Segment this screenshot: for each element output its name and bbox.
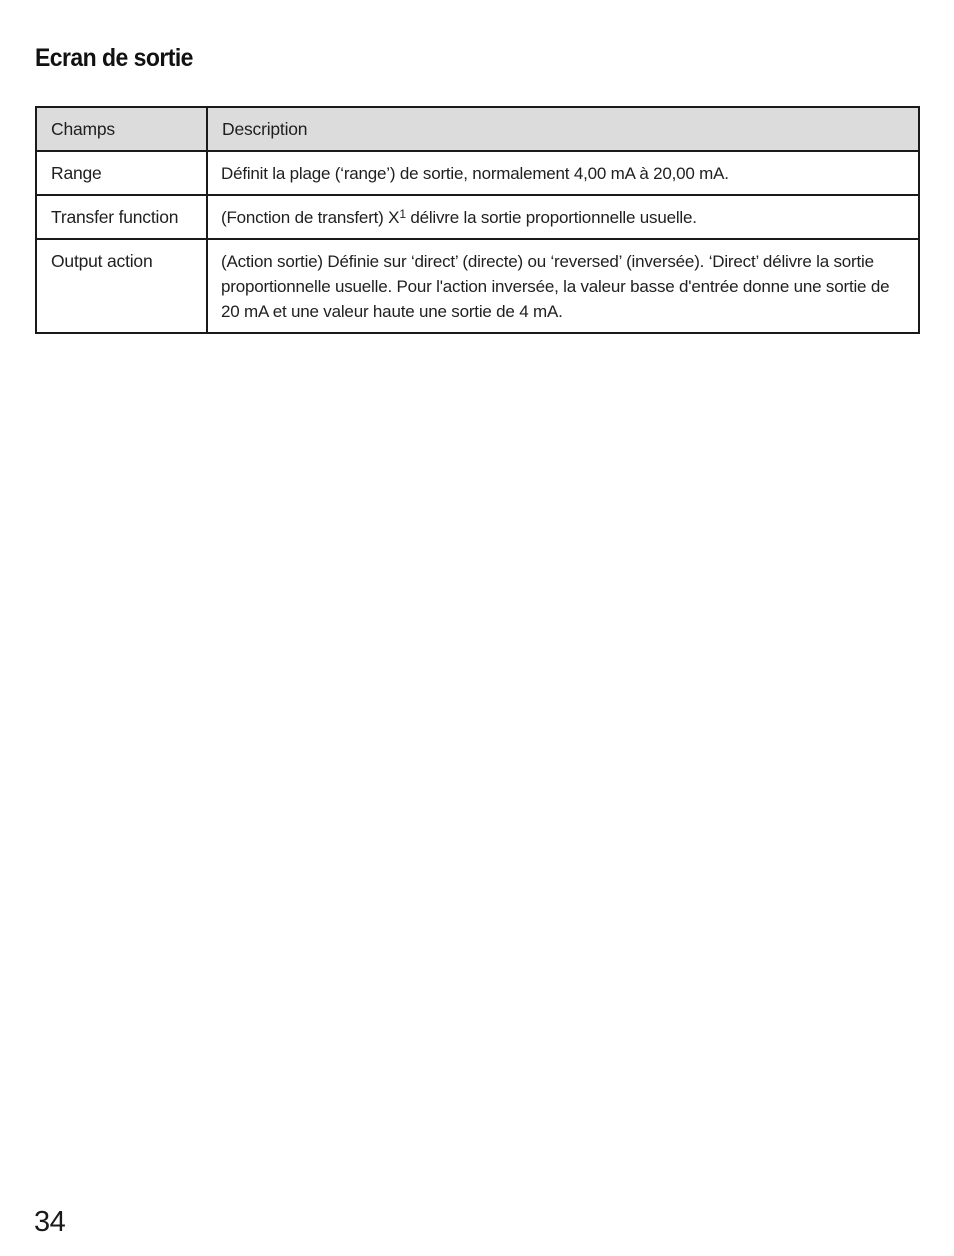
field-name-output-action: Output action [36, 239, 207, 333]
column-header-description: Description [207, 107, 919, 151]
table-row [36, 151, 919, 195]
page-title: Ecran de sortie [35, 44, 193, 72]
output-screen-table [35, 106, 920, 334]
field-description-range: Définit la plage (‘range’) de sortie, normalement 4,00 mA à 20,00 mA. [207, 151, 919, 195]
table-row [36, 195, 919, 239]
column-header-fields: Champs [36, 107, 207, 151]
description-text: (Fonction de transfert) X [221, 208, 400, 227]
field-description-output-action: (Action sortie) Définie sur ‘direct’ (directe) ou ‘reversed’ (inversée). ‘Direct’ délivre la sortie proportionnelle usuelle. Pour l'action inversée, la valeur basse d'entrée donne une sortie de 20 mA et une valeur haute une sortie de 4 mA. [207, 239, 919, 333]
field-name-range: Range [36, 151, 207, 195]
table-header-row [36, 107, 919, 151]
field-name-transfer-function: Transfer function [36, 195, 207, 239]
table-row [36, 239, 919, 333]
field-description-transfer-function [207, 195, 919, 239]
description-text: délivre la sortie proportionnelle usuelle. [405, 208, 697, 227]
page-number: 34 [34, 1206, 66, 1238]
superscript: 1 [399, 207, 406, 221]
